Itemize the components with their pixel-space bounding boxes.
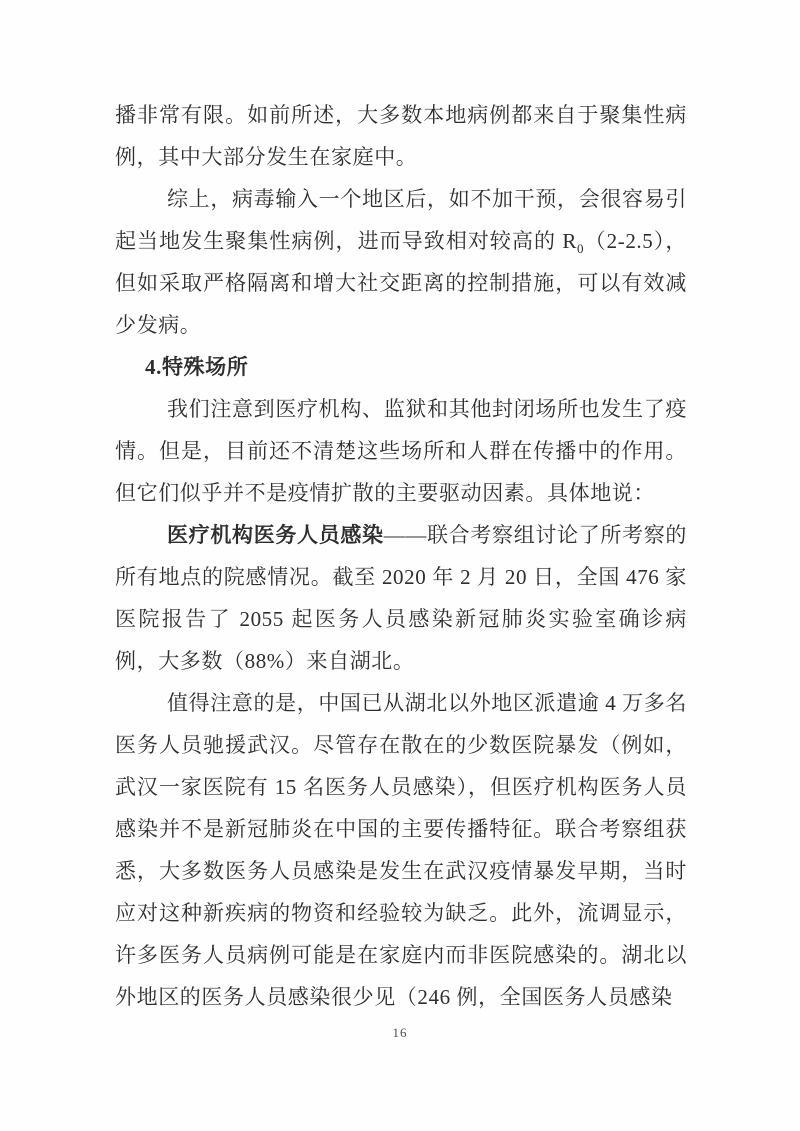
paragraph — [115, 388, 687, 514]
bold-text-run: 4.特殊场所 — [145, 355, 249, 379]
bold-text-run: 医疗机构医务人员感染 — [167, 523, 384, 547]
paragraph — [115, 94, 687, 178]
subscript-run: 0 — [577, 241, 585, 257]
page-number: 16 — [392, 1025, 408, 1040]
section-heading — [115, 346, 687, 388]
text-run: （2-2.5），但如采取严格隔离和增大社交距离的控制措施，可以有效减少发病。 — [115, 229, 687, 337]
paragraph — [115, 514, 687, 682]
text-run: 我们注意到医疗机构、监狱和其他封闭场所也发生了疫情。但是，目前还不清楚这些场所和人群在传播中的作用。但它们似乎并不是疫情扩散的主要驱动因素。具体地说： — [115, 397, 687, 505]
text-run: 综上，病毒输入一个地区后，如不加干预，会很容易引起当地发生聚集性病例，进而导致相对较高的 R — [115, 187, 687, 253]
page-body — [115, 94, 687, 1018]
text-run: 值得注意的是，中国已从湖北以外地区派遣逾 4 万多名医务人员驰援武汉。尽管存在散在的少数医院暴发（例如，武汉一家医院有 15 名医务人员感染），但医疗机构医务人员感染并不是新冠肺炎在中国的主要传播特征。联合考察组获悉，大多数医务人员感染是发生在武汉疫情暴发早期，当时应对这种新疾病的物资和经验较为缺乏。此外，流调显示，许多医务人员病例可能是在家庭内而非医院感染的。湖北以外地区的医务人员感染很少见（246 例，全国医务人员感染 — [115, 691, 687, 1009]
paragraph — [115, 178, 687, 346]
paragraph — [115, 682, 687, 1018]
text-run: ——联合考察组讨论了所考察的所有地点的院感情况。截至 2020 年 2 月 20 日，全国 476 家医院报告了 2055 起医务人员感染新冠肺炎实验室确诊病例，大多数（88%）来自湖北。 — [115, 523, 688, 673]
text-run: 播非常有限。如前所述，大多数本地病例都来自于聚集性病例，其中大部分发生在家庭中。 — [115, 103, 687, 169]
